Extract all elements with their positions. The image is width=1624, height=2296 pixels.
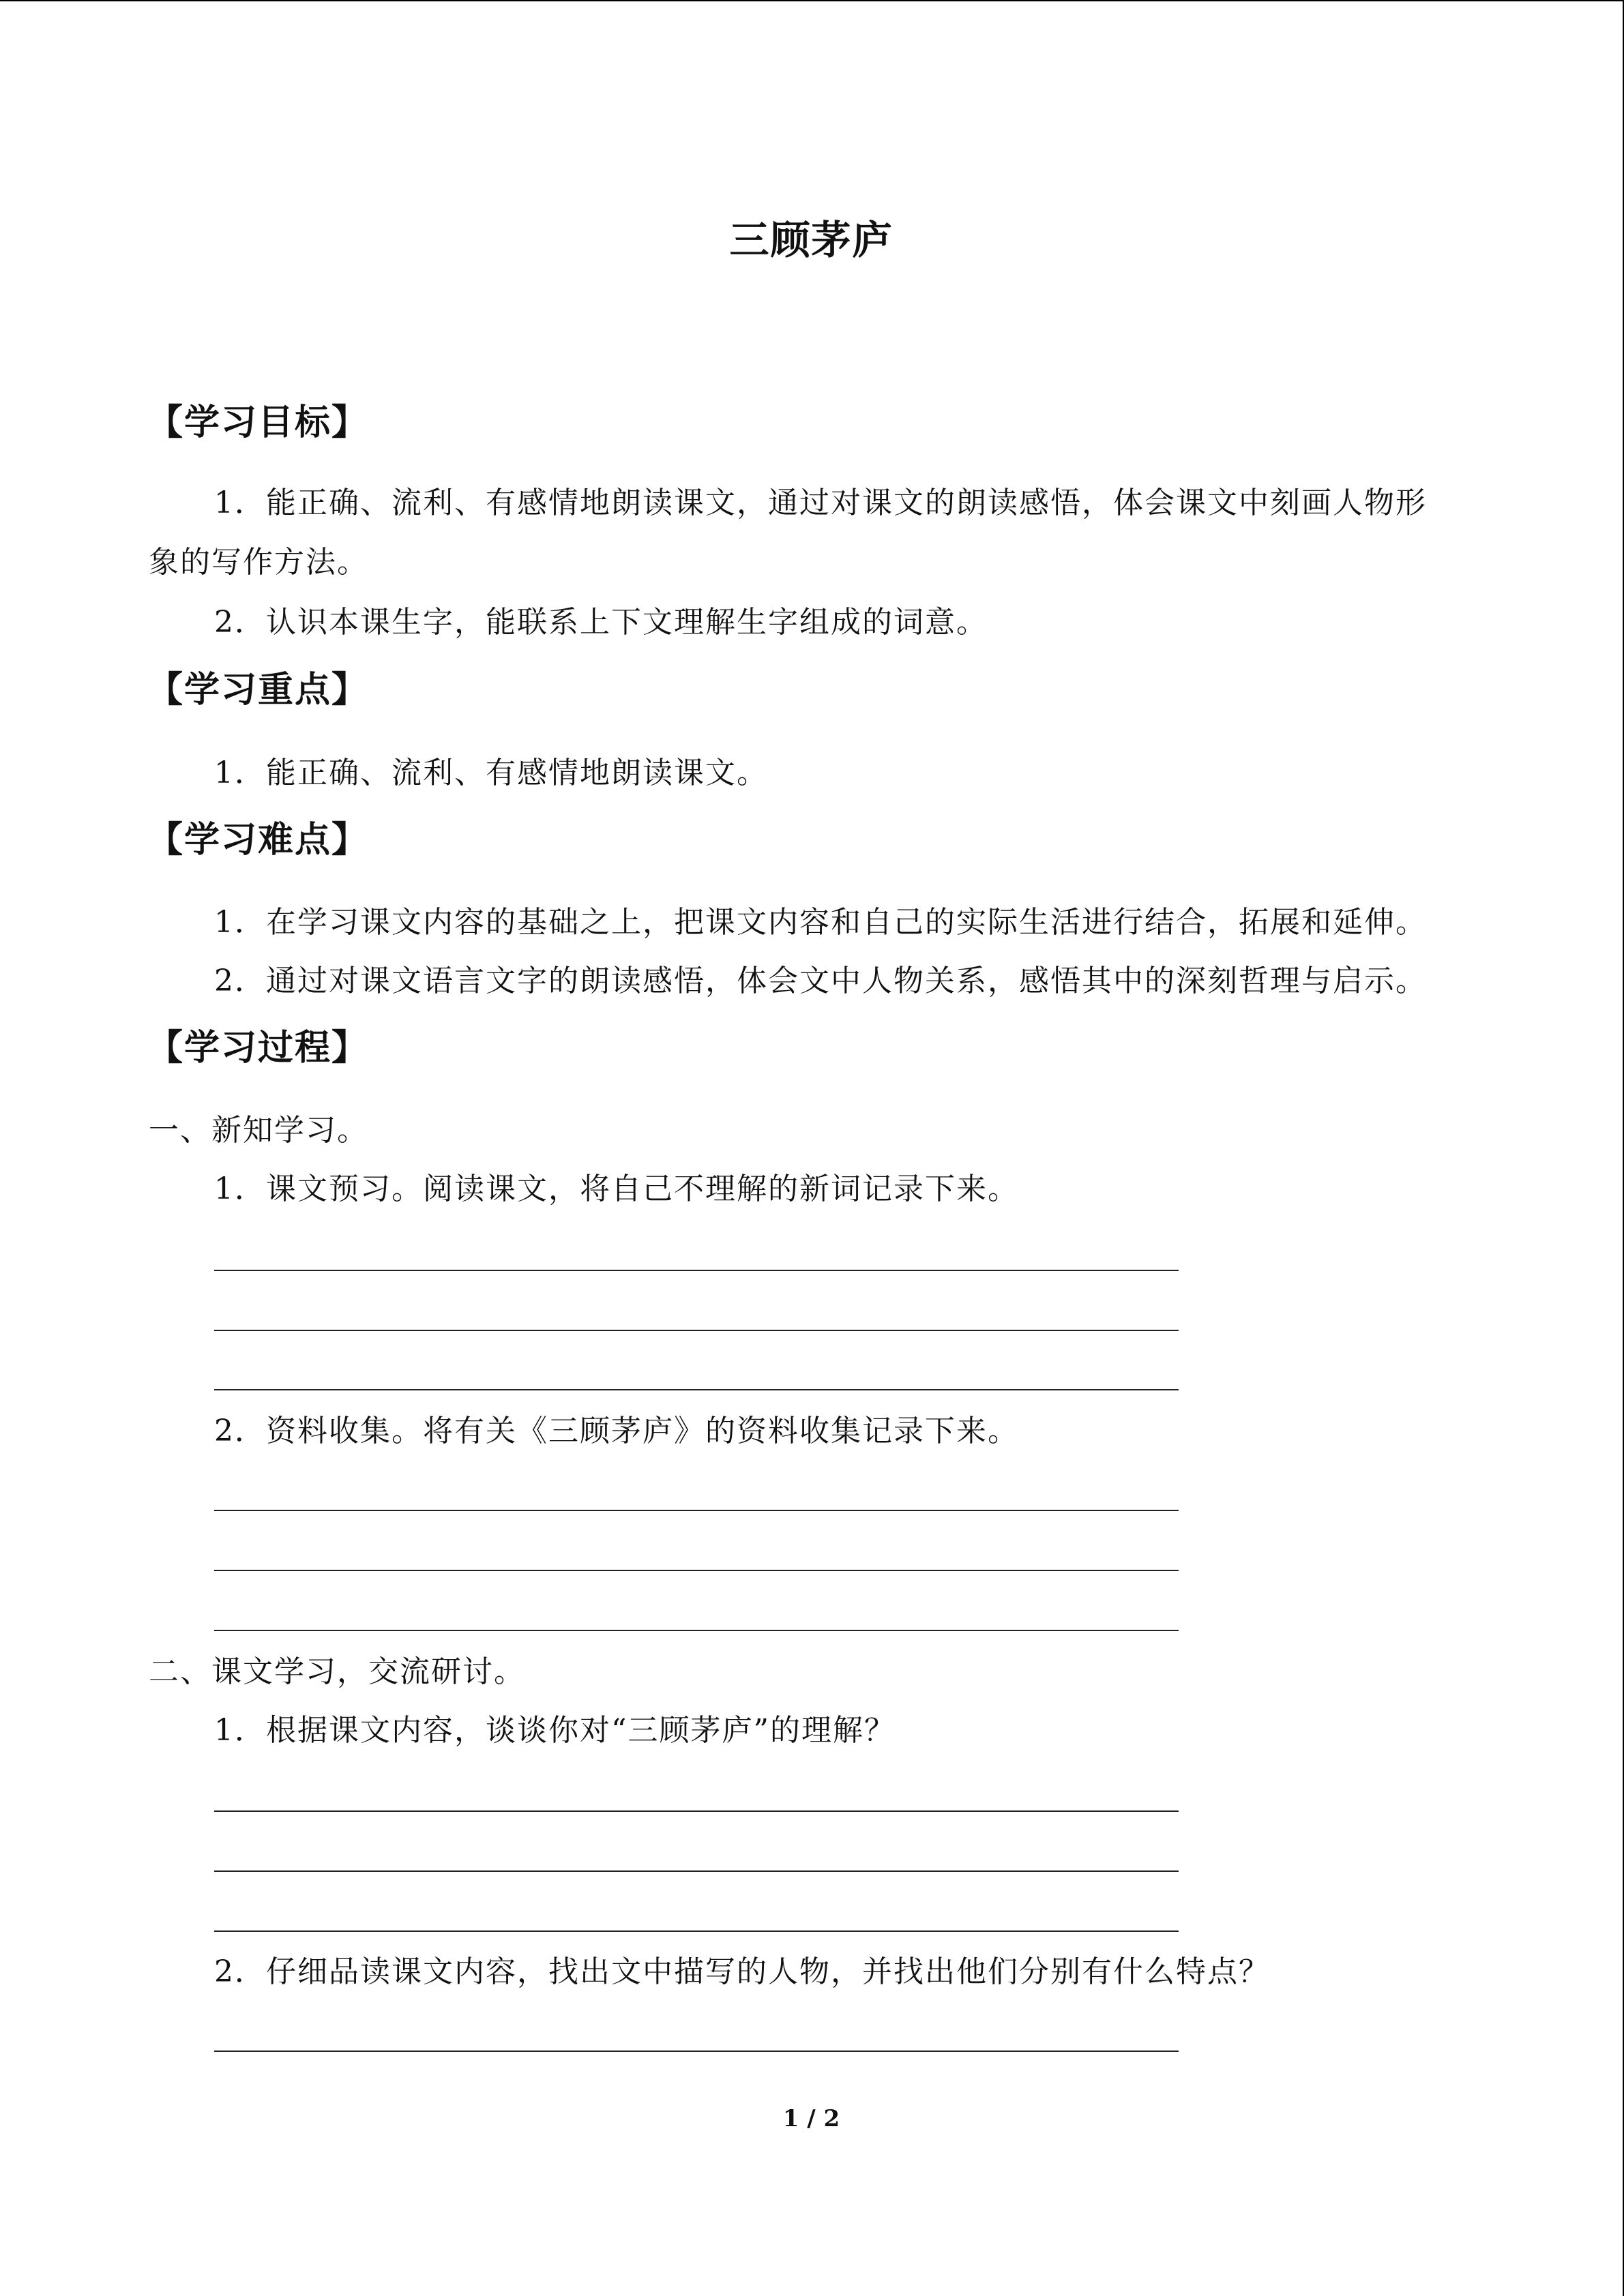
document-title: 三顾茅庐 (729, 217, 894, 263)
part1-question-2: 2．资料收集。将有关《三顾茅庐》的资料收集记录下来。 (214, 1414, 1019, 1448)
answer-line[interactable] (214, 1810, 1179, 1812)
key-point-item-1: 1．能正确、流利、有感情地朗读课文。 (214, 756, 768, 790)
answer-line[interactable] (214, 1389, 1179, 1390)
heading-key-points: 【学习重点】 (147, 669, 369, 711)
objective-item-2: 2．认识本课生字，能联系上下文理解生字组成的词意。 (214, 605, 988, 640)
page-number: 1 / 2 (782, 2105, 840, 2132)
answer-line[interactable] (214, 2051, 1179, 2052)
answer-line[interactable] (214, 1870, 1179, 1872)
answer-line[interactable] (214, 1330, 1179, 1331)
answer-line[interactable] (214, 1570, 1179, 1571)
difficulty-item-1: 1．在学习课文内容的基础之上，把课文内容和自己的实际生活进行结合，拓展和延伸。 (214, 905, 1427, 940)
answer-line[interactable] (214, 1630, 1179, 1631)
heading-process: 【学习过程】 (147, 1027, 369, 1069)
part2-title: 二、课文学习，交流研讨。 (149, 1654, 525, 1689)
answer-line[interactable] (214, 1270, 1179, 1271)
answer-line[interactable] (214, 1510, 1179, 1511)
answer-line[interactable] (214, 1930, 1179, 1932)
objective-item-1: 1．能正确、流利、有感情地朗读课文，通过对课文的朗读感悟，体会课文中刻画人物形 (214, 486, 1427, 520)
difficulty-item-2: 2．通过对课文语言文字的朗读感悟，体会文中人物关系，感悟其中的深刻哲理与启示。 (214, 964, 1427, 998)
part2-question-2: 2．仔细品读课文内容，找出文中描写的人物，并找出他们分别有什么特点？ (214, 1954, 1270, 1989)
part1-title: 一、新知学习。 (149, 1113, 368, 1148)
objective-item-1-continued: 象的写作方法。 (149, 545, 368, 580)
part1-question-1: 1．课文预习。阅读课文，将自己不理解的新词记录下来。 (214, 1172, 1019, 1206)
part2-question-1: 1．根据课文内容，谈谈你对“三顾茅庐”的理解？ (214, 1713, 896, 1748)
heading-difficulties: 【学习难点】 (147, 819, 369, 861)
heading-objectives: 【学习目标】 (147, 402, 369, 443)
